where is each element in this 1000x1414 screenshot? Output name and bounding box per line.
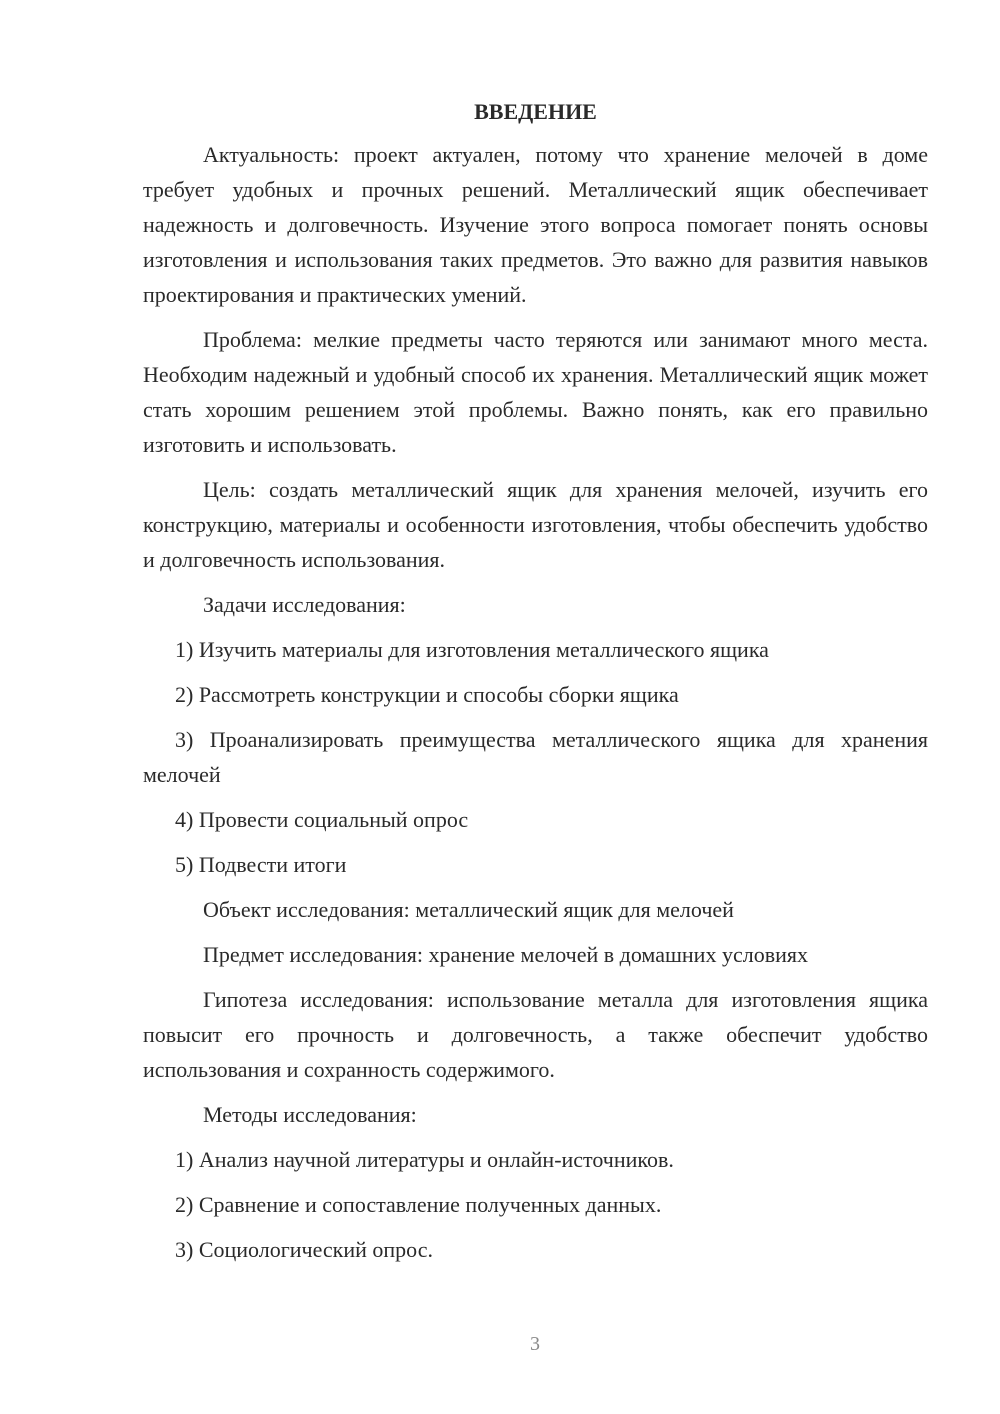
methods-heading: Методы исследования: [203,1102,417,1127]
task-item: 1) Изучить материалы для изготовления металлического ящика [175,637,769,662]
goal-paragraph: Цель: создать металлический ящик для хранения мелочей, изучить его конструкцию, материалы и особенности изготовления, чтобы обеспечить удобство и долговечность использования. [143,477,928,572]
task-item: 2) Рассмотреть конструкции и способы сборки ящика [175,682,679,707]
method-item: 1) Анализ научной литературы и онлайн-источников. [175,1147,674,1172]
problem-paragraph: Проблема: мелкие предметы часто теряются или занимают много места. Необходим надежный и удобный способ их хранения. Металлический ящик может стать хорошим решением этой проблемы. Важно понять, как его правильно изготовить и использовать. [143,327,928,457]
method-item: 3) Социологический опрос. [175,1237,433,1262]
relevance-paragraph: Актуальность: проект актуален, потому что хранение мелочей в доме требует удобных и прочных решений. Металлический ящик обеспечивает надежность и долговечность. Изучение этого вопроса помогает понять основы изготовления и использования таких предметов. Это важно для развития навыков проектирования и практических умений. [143,142,928,307]
section-title: ВВЕДЕНИЕ [474,99,597,124]
tasks-heading: Задачи исследования: [203,592,406,617]
page-number: 3 [530,1333,540,1355]
task-item: 3) Проанализировать преимущества металлического ящика для хранения мелочей [143,727,928,787]
document-page [143,95,928,1277]
task-item: 5) Подвести итоги [175,852,347,877]
object-line: Объект исследования: металлический ящик для мелочей [203,897,734,922]
hypothesis-paragraph: Гипотеза исследования: использование металла для изготовления ящика повысит его прочность и долговечность, а также обеспечит удобство использования и сохранность содержимого. [143,987,928,1082]
task-item: 4) Провести социальный опрос [175,807,469,832]
subject-line: Предмет исследования: хранение мелочей в домашних условиях [203,942,808,967]
method-item: 2) Сравнение и сопоставление полученных данных. [175,1192,662,1217]
